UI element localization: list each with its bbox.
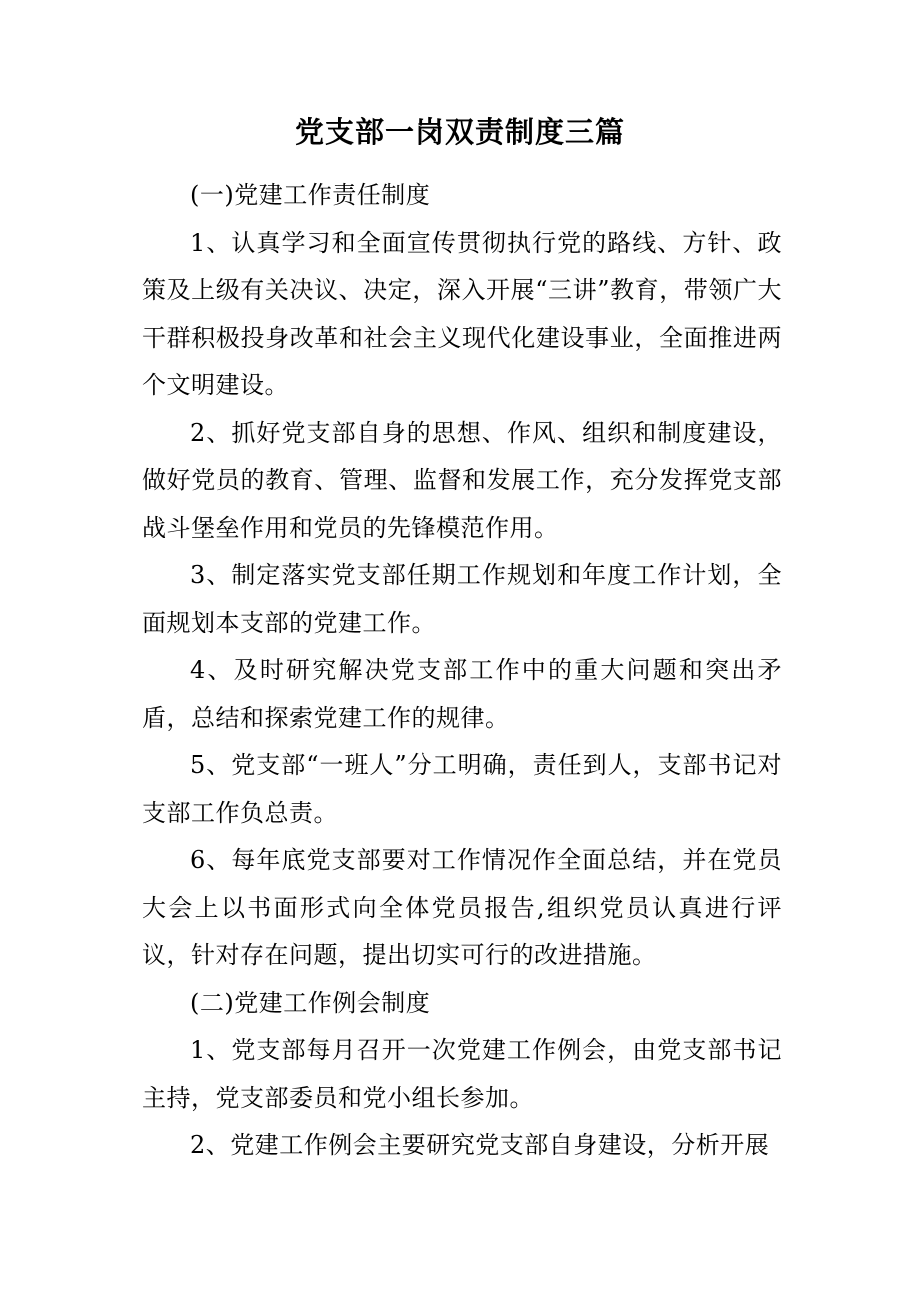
paragraph: 1、认真学习和全面宣传贯彻执行党的路线、方针、政策及上级有关决议、决定，深入开展“三讲”教育，带领广大干群积极投身改革和社会主义现代化建设事业，全面推进两个文明建设。 xyxy=(142,228,782,399)
document-title: 党支部一岗双责制度三篇 xyxy=(294,115,625,149)
paragraph: 2、党建工作例会主要研究党支部自身建设，分析开展 xyxy=(190,1131,770,1159)
paragraph: 5、党支部“一班人”分工明确，责任到人，支部书记对支部工作负总责。 xyxy=(142,751,782,827)
paragraph: 6、每年底党支部要对工作情况作全面总结，并在党员大会上以书面形式向全体党员报告,组织党员认真进行评议，针对存在问题，提出切实可行的改进措施。 xyxy=(142,846,782,969)
paragraph: 1、党支部每月召开一次党建工作例会，由党支部书记主持，党支部委员和党小组长参加。 xyxy=(142,1036,782,1112)
section-heading-2: (二)党建工作例会制度 xyxy=(190,988,431,1017)
paragraph: 4、及时研究解决党支部工作中的重大问题和突出矛盾，总结和探索党建工作的规律。 xyxy=(142,656,782,732)
paragraph: 2、抓好党支部自身的思想、作风、组织和制度建设，做好党员的教育、管理、监督和发展工作，充分发挥党支部战斗堡垒作用和党员的先锋模范作用。 xyxy=(142,418,782,542)
paragraph: 3、制定落实党支部任期工作规划和年度工作计划，全面规划本支部的党建工作。 xyxy=(142,561,782,637)
document-body xyxy=(142,172,782,1170)
section-heading-1: (一)党建工作责任制度 xyxy=(190,181,431,209)
